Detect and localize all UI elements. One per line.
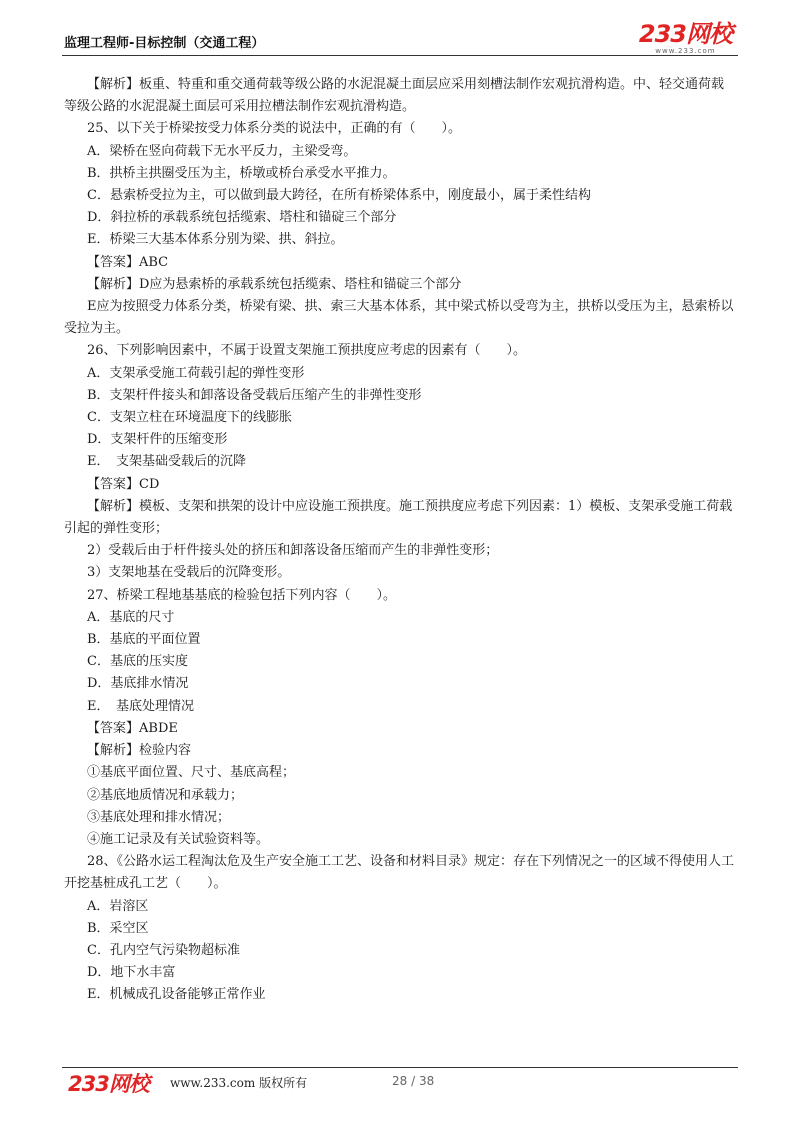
option-e: E． 支架基础受载后的沉降 [87, 454, 246, 470]
footer-divider [62, 1067, 738, 1068]
question-28: 28、《公路水运工程淘汰危及生产安全施工工艺、设备和材料目录》规定：存在下列情况之一的区域不得使用人工开挖基桩成孔工艺（ ）。 [64, 854, 735, 892]
option-a: A．支架承受施工荷载引起的弹性变形 [87, 365, 305, 381]
option-c: C．悬索桥受拉为主，可以做到最大跨径，在所有桥梁体系中，刚度最小，属于柔性结构 [87, 188, 591, 204]
analysis-line: 【解析】板重、特重和重交通荷载等级公路的水泥混凝土面层应采用刻槽法制作宏观抗滑构造。中、轻交通荷载等级公路的水泥混凝土面层可采用拉槽法制作宏观抗滑构造。 [64, 77, 725, 115]
question-25: 25、以下关于桥梁按受力体系分类的说法中，正确的有（ ）。 [87, 121, 462, 137]
question-27: 27、桥梁工程地基基底的检验包括下列内容（ ）。 [87, 587, 397, 603]
option-b: B．拱桥主拱圈受压为主，桥墩或桥台承受水平推力。 [87, 165, 396, 181]
option-c: C．孔内空气污染物超标准 [87, 942, 240, 958]
answer-line: 【答案】CD [87, 476, 160, 492]
analysis-line: 【解析】检验内容 [87, 743, 192, 759]
analysis-item: ②基底地质情况和承载力； [87, 787, 244, 803]
document-title: 监理工程师-目标控制（交通工程） [64, 36, 265, 51]
analysis-item: ③基底处理和排水情况； [87, 809, 231, 825]
option-b: B．采空区 [87, 920, 149, 936]
option-b: B．基底的平面位置 [87, 632, 201, 648]
logo-url: www.233.com [655, 47, 716, 55]
copyright-text: www.233.com 版权所有 [170, 1076, 308, 1090]
answer-line: 【答案】ABC [87, 254, 169, 270]
option-d: D．基底排水情况 [87, 676, 189, 692]
analysis-item: ①基底平面位置、尺寸、基底高程； [87, 765, 296, 781]
analysis-item: ④施工记录及有关试验资料等。 [87, 831, 270, 847]
option-e: E．桥梁三大基本体系分别为梁、拱、斜拉。 [87, 232, 344, 248]
option-d: D．斜拉桥的承载系统包括缆索、塔柱和锚碇三个部分 [87, 210, 397, 226]
option-d: D．地下水丰富 [87, 965, 176, 981]
option-c: C．支架立柱在环境温度下的线膨胀 [87, 410, 292, 426]
analysis-line: E应为按照受力体系分类，桥梁有梁、拱、索三大基本体系，其中梁式桥以受弯为主，拱桥以受压为主，悬索桥以受拉为主。 [64, 299, 734, 337]
answer-line: 【答案】ABDE [87, 720, 178, 736]
analysis-line: 【解析】模板、支架和拱架的设计中应设施工预拱度。施工预拱度应考虑下列因素：1）模板、支架承受施工荷载引起的弹性变形； [64, 498, 733, 537]
option-a: A．梁桥在竖向荷载下无水平反力，主梁受弯。 [87, 143, 357, 159]
analysis-line: 【解析】D应为悬索桥的承载系统包括缆索、塔柱和锚碇三个部分 [87, 276, 462, 292]
page-number: 28 / 38 [392, 1074, 435, 1088]
brand-logo[interactable] [639, 22, 732, 55]
option-b: B．支架杆件接头和卸落设备受载后压缩产生的非弹性变形 [87, 387, 422, 403]
header-divider [62, 55, 738, 56]
question-26: 26、下列影响因素中，不属于设置支架施工预拱度应考虑的因素有（ ）。 [87, 343, 527, 359]
option-a: A．岩溶区 [87, 898, 149, 914]
option-d: D．支架杆件的压缩变形 [87, 432, 228, 448]
option-c: C．基底的压实度 [87, 654, 188, 670]
logo-text: 233网校 [638, 20, 732, 48]
analysis-item: 2）受载后由于杆件接头处的挤压和卸落设备压缩而产生的非弹性变形； [87, 543, 499, 559]
option-a: A．基底的尺寸 [87, 609, 175, 625]
document-body [64, 74, 736, 1007]
option-e: E． 基底处理情况 [87, 698, 194, 714]
footer-logo[interactable]: 233网校 [68, 1072, 149, 1096]
analysis-item: 3）支架地基在受载后的沉降变形。 [87, 565, 291, 581]
option-e: E．机械成孔设备能够正常作业 [87, 987, 266, 1003]
